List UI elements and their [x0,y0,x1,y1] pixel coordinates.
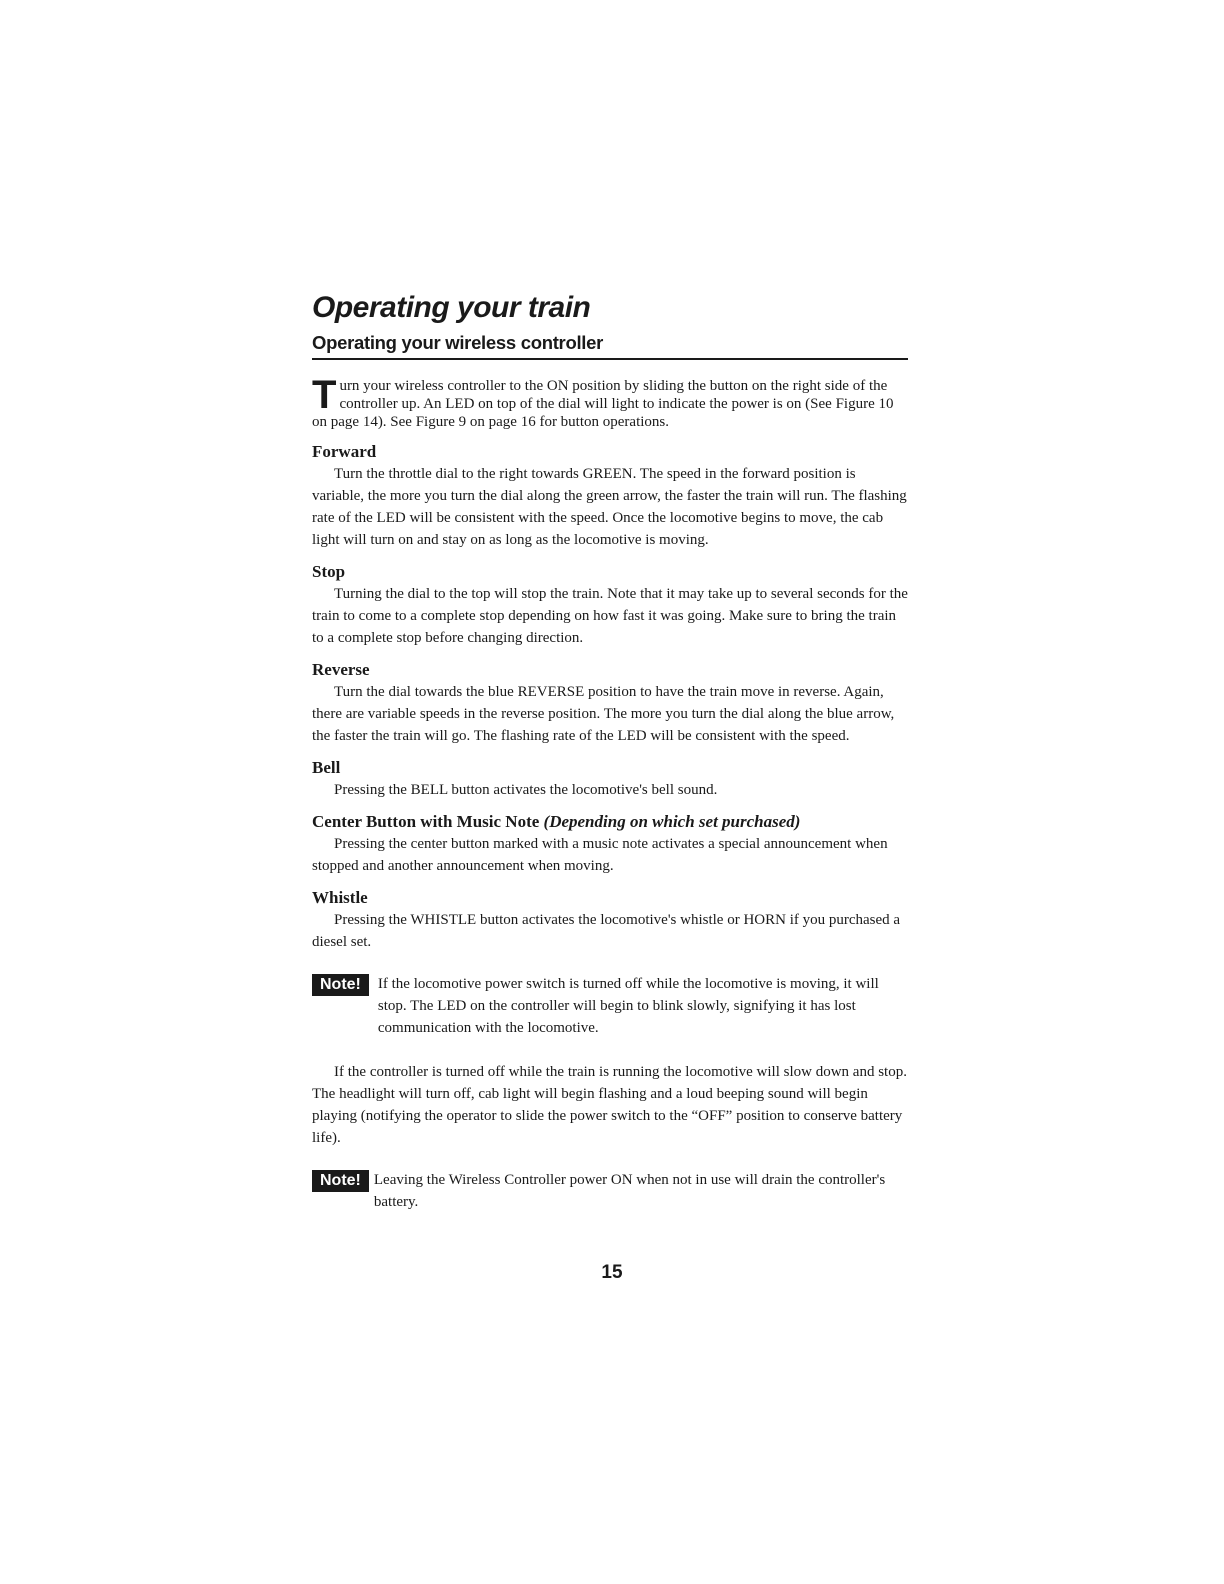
note-power-switch [312,973,908,1039]
center-button-body: Pressing the center button marked with a music note activates a special announcement when stopped and another announcement when moving. [312,836,888,874]
page-number: 15 [601,1262,623,1283]
stop-body: Turning the dial to the top will stop the train. Note that it may take up to several seconds for the train to come to a complete stop depending on how fast it was going. Make sure to bring the train to a complete stop before changing direction. [312,586,908,646]
controller-off-block [312,1061,908,1149]
bell-body: Pressing the BELL button activates the locomotive's bell sound. [334,782,718,798]
note-text: If the locomotive power switch is turned off while the locomotive is moving, it will stop. The LED on the controller will begin to blink slowly, signifying it has lost communication with the locomotive. [377,976,879,1036]
note-badge: Note! [312,974,369,996]
page-content [312,288,908,1213]
section-center-button [312,811,908,877]
bell-heading: Bell [312,758,341,777]
reverse-body: Turn the dial towards the blue REVERSE position to have the train move in reverse. Again, there are variable speeds in the reverse position. The more you turn the dial along the blue arrow, the faster the train will go. The flashing rate of the LED will be consistent with the speed. [312,684,895,744]
section-forward [312,441,908,551]
whistle-body: Pressing the WHISTLE button activates the locomotive's whistle or HORN if you purchased a diesel set. [312,912,901,950]
section-title: Operating your wireless controller [312,330,908,360]
note-battery [312,1169,908,1213]
center-button-heading-note: (Depending on which set purchased) [543,812,801,831]
page-title: Operating your train [312,291,591,324]
controller-off-paragraph: If the controller is turned off while the train is running the locomotive will slow down and stop. The headlight will turn off, cab light will begin flashing and a loud beeping sound will begin playing (notifying the operator to slide the power switch to the “OFF” position to conserve battery life). [312,1064,907,1146]
note-badge: Note! [312,1170,369,1192]
note-text: Leaving the Wireless Controller power ON when not in use will drain the controller's battery. [373,1172,886,1210]
stop-heading: Stop [312,562,346,581]
forward-body: Turn the throttle dial to the right towards GREEN. The speed in the forward position is variable, the more you turn the dial along the green arrow, the faster the train will run. The flashing rate of the LED will be consistent with the speed. Once the locomotive begins to move, the cab light will turn on and stay on as long as the locomotive is moving. [312,466,907,548]
drop-cap: T [312,373,337,417]
center-button-heading-text: Center Button with Music Note [312,812,540,831]
intro-paragraph [312,373,908,431]
reverse-heading: Reverse [312,660,370,679]
section-stop [312,561,908,649]
whistle-heading: Whistle [312,888,368,907]
forward-heading: Forward [312,442,377,461]
center-button-heading [312,811,908,833]
intro-text: urn your wireless controller to the ON position by sliding the button on the right side of the controller up. An LED on top of the dial will light to indicate the power is on (See Figure 10 on page 14). See Figure 9 on page 16 for button operations. [312,378,894,430]
section-reverse [312,659,908,747]
section-whistle [312,887,908,953]
section-bell [312,757,908,801]
